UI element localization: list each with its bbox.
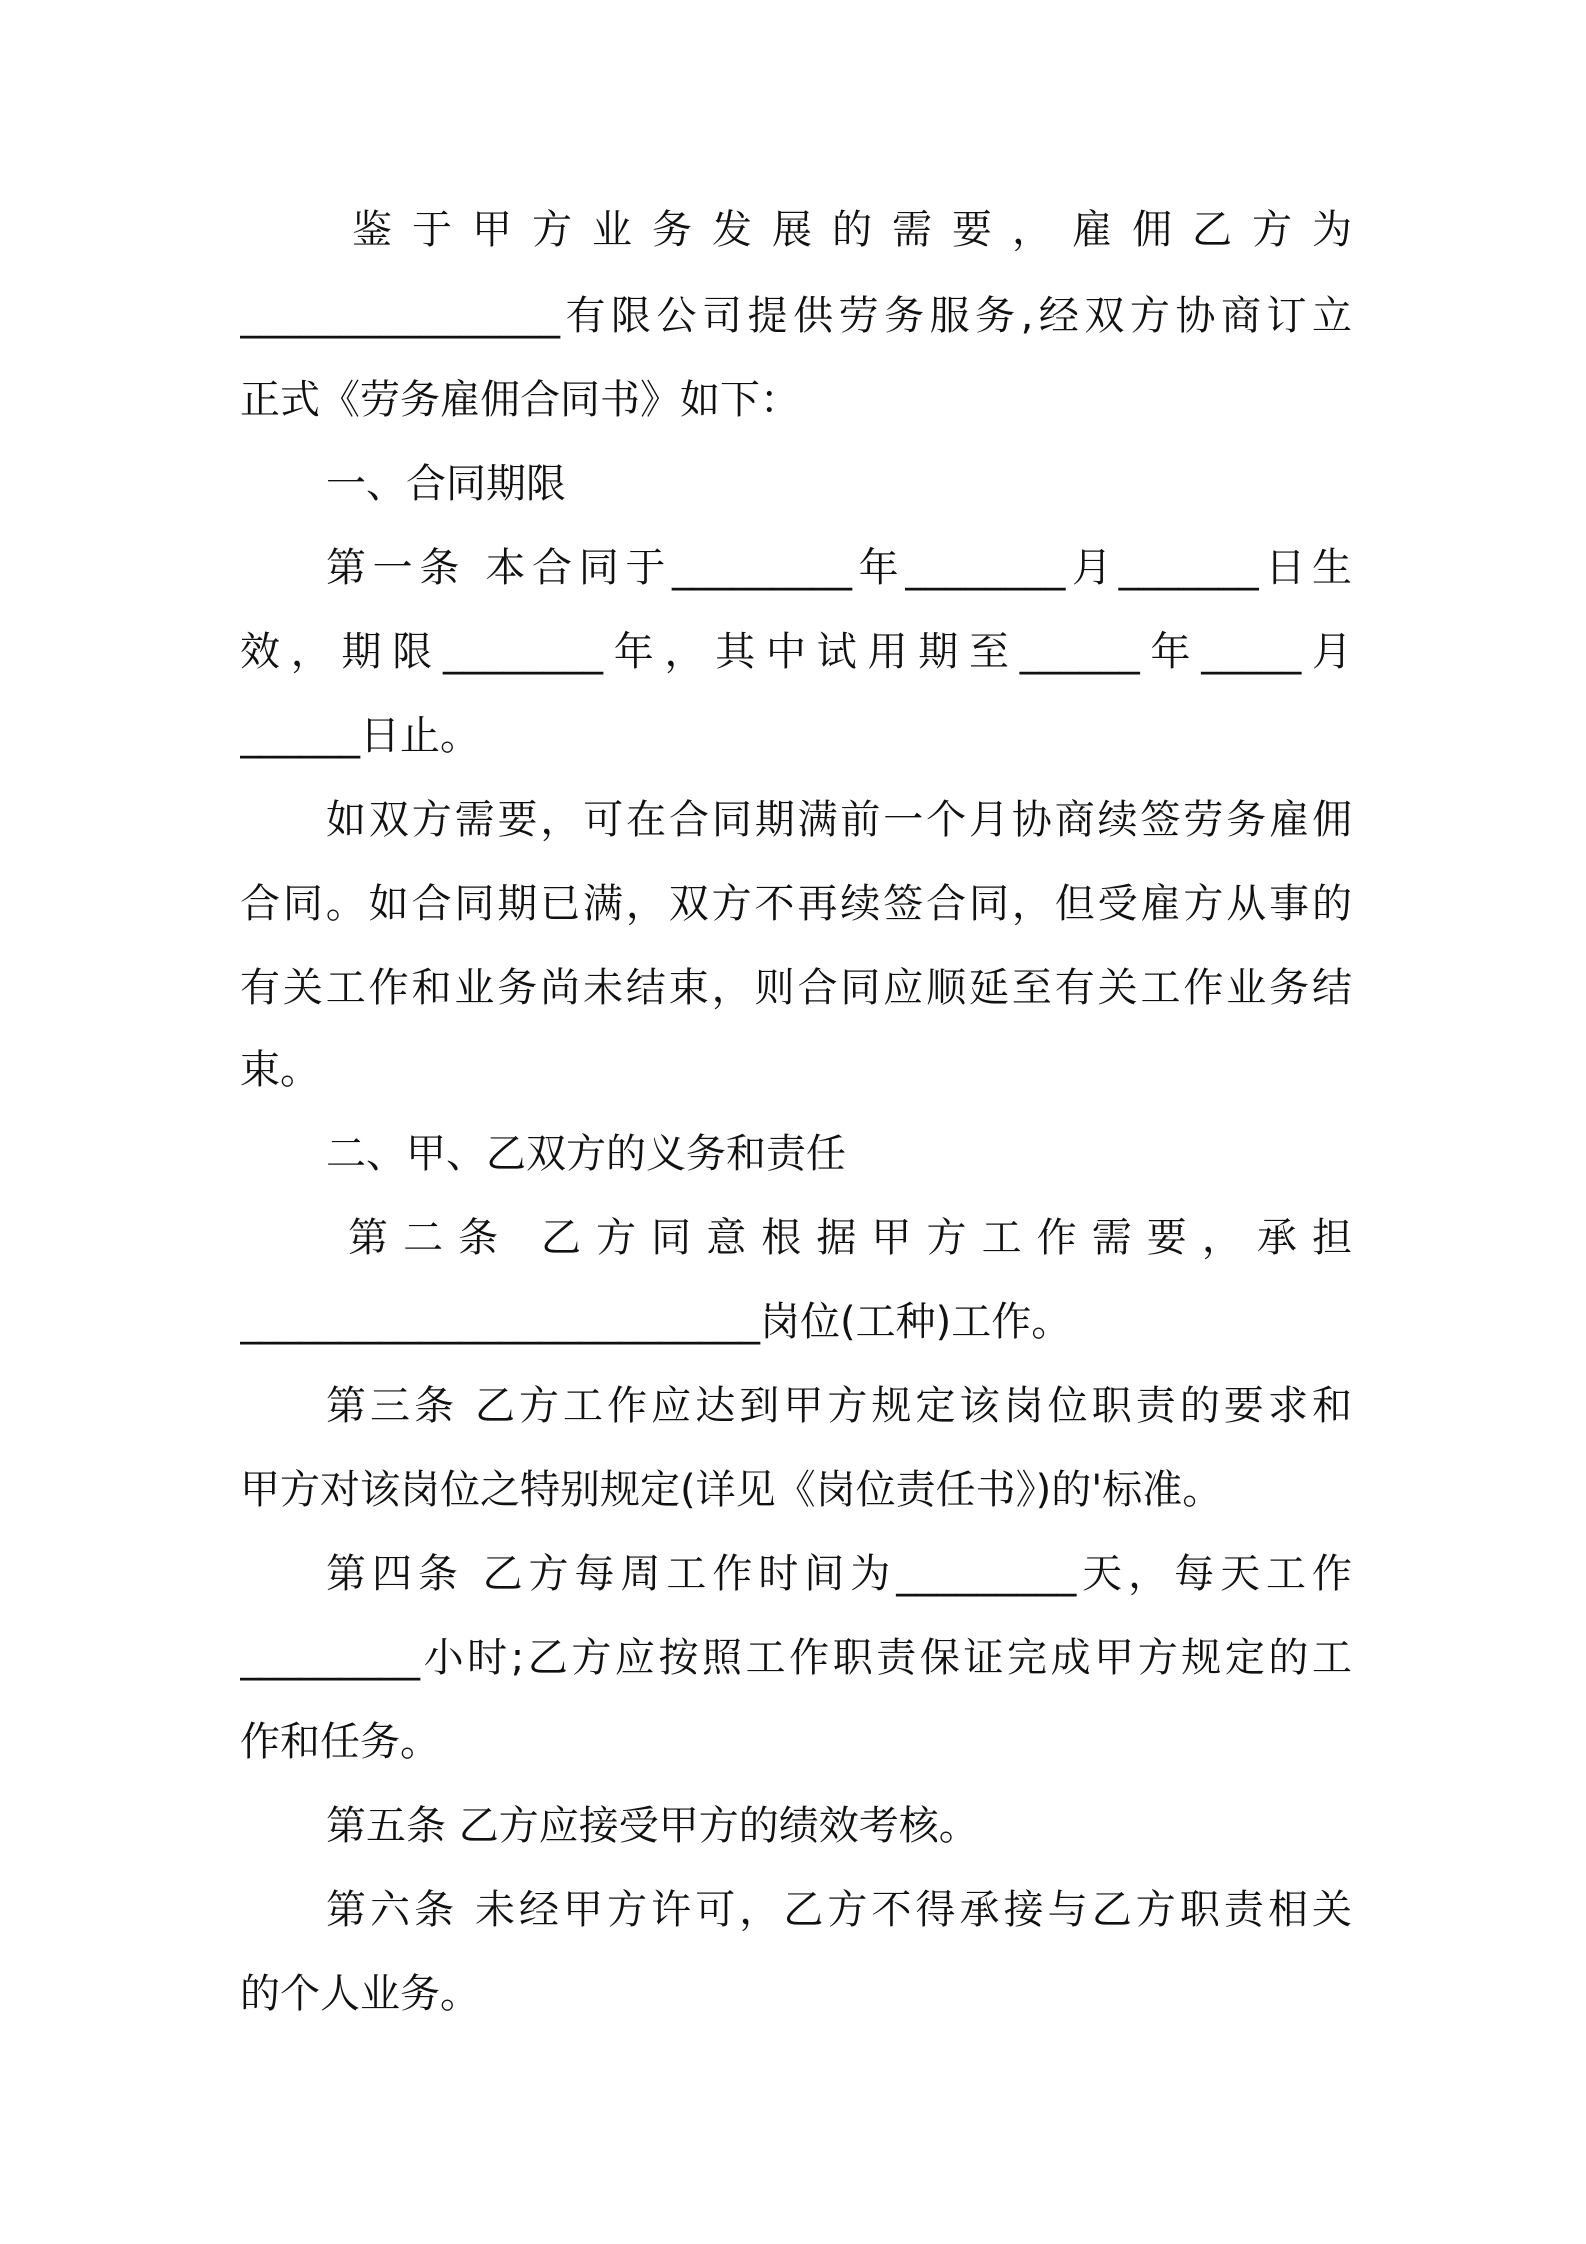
article-1-line-1: 第一条 本合同于_________年________月_______日生 (326, 545, 1352, 591)
section-heading-contract-term: 一、合同期限 (326, 461, 566, 507)
renewal-line-2: 合同。如合同期已满，双方不再续签合同，但受雇方从事的 (240, 881, 1352, 927)
renewal-line-3: 有关工作和业务尚未结束，则合同应顺延至有关工作业务结 (240, 965, 1352, 1011)
article-1-line-3: ______日止。 (240, 713, 480, 759)
article-1-line-2: 效，期限________年，其中试用期至______年_____月 (240, 629, 1352, 675)
article-4-line-2: _________小时;乙方应按照工作职责保证完成甲方规定的工 (240, 1635, 1352, 1681)
article-3-line-2: 甲方对该岗位之特别规定(详见《岗位责任书》)的'标准。 (240, 1467, 1223, 1513)
article-4-line-3: 作和任务。 (240, 1719, 440, 1765)
article-6-line-1: 第六条 未经甲方许可，乙方不得承接与乙方职责相关 (326, 1887, 1352, 1933)
preamble-line-2: ________________有限公司提供劳务服务,经双方协商订立 (240, 293, 1352, 339)
section-heading-obligations: 二、甲、乙双方的义务和责任 (326, 1131, 846, 1177)
article-6-line-2: 的个人业务。 (240, 1971, 480, 2017)
article-3-line-1: 第三条 乙方工作应达到甲方规定该岗位职责的要求和 (326, 1383, 1352, 1429)
renewal-line-1: 如双方需要，可在合同期满前一个月协商续签劳务雇佣 (326, 797, 1352, 843)
article-2-line-2: __________________________岗位(工种)工作。 (240, 1299, 1072, 1345)
article-5-line-1: 第五条 乙方应接受甲方的绩效考核。 (326, 1803, 979, 1849)
article-4-line-1: 第四条 乙方每周工作时间为_________天，每天工作 (326, 1551, 1352, 1597)
preamble-line-3: 正式《劳务雇佣合同书》如下： (240, 377, 800, 423)
article-2-line-1: 第二条 乙方同意根据甲方工作需要，承担 (348, 1215, 1352, 1261)
renewal-line-4: 束。 (240, 1047, 320, 1093)
preamble-line-1: 鉴于甲方业务发展的需要，雇佣乙方为 (352, 207, 1352, 253)
